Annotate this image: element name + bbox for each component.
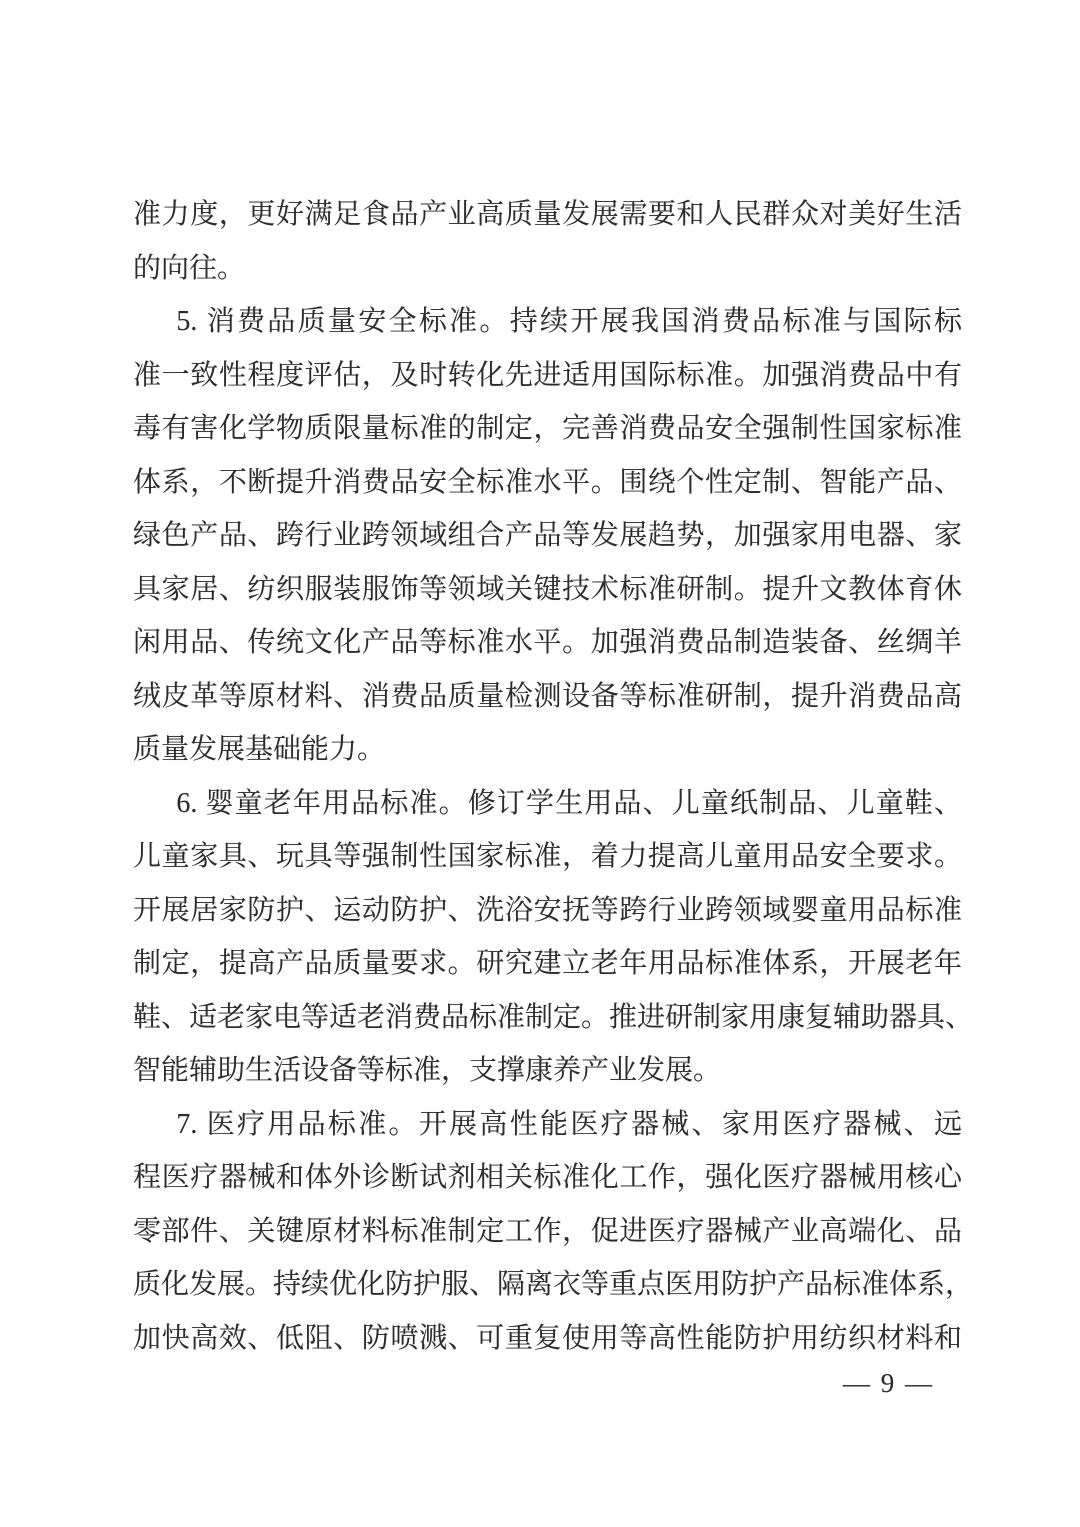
text-line: 的向往。: [133, 252, 246, 284]
text-line: 鞋、适老家电等适老消费品标准制定。推进研制家用康复辅助器具、: [133, 1001, 974, 1033]
paragraph: [133, 777, 974, 1098]
text-line: 准一致性程度评估，及时转化先进适用国际标准。加强消费品中有: [133, 359, 962, 391]
text-line: 7. 医疗用品标准。开展高性能医疗器械、家用医疗器械、远: [176, 1108, 962, 1140]
text-line: 零部件、关键原材料标准制定工作，促进医疗器械产业高端化、品: [133, 1215, 962, 1247]
text-line: 质化发展。持续优化防护服、隔离衣等重点医用防护产品标准体系，: [133, 1269, 974, 1300]
text-line: 体系，不断提升消费品安全标准水平。围绕个性定制、智能产品、: [133, 466, 962, 498]
paragraph: [133, 1098, 974, 1366]
text-line: 准力度，更好满足食品产业高质量发展需要和人民群众对美好生活: [133, 199, 962, 230]
text-line: 具家居、纺织服装服饰等领域关键技术标准研制。提升文教体育休: [133, 573, 962, 605]
text-line: 开展居家防护、运动防护、洗浴安抚等跨行业跨领域婴童用品标准: [133, 894, 962, 926]
text-line: 儿童家具、玩具等强制性国家标准，着力提高儿童用品安全要求。: [133, 841, 962, 872]
text-line: 智能辅助生活设备等标准，支撑康养产业发展。: [133, 1055, 722, 1086]
text-line: 绒皮革等原材料、消费品质量检测设备等标准研制，提升消费品高: [133, 680, 962, 712]
text-line: 程医疗器械和体外诊断试剂相关标准化工作，强化医疗器械用核心: [133, 1162, 962, 1193]
text-line: 毒有害化学物质限量标准的制定，完善消费品安全强制性国家标准: [133, 413, 962, 444]
text-line: 质量发展基础能力。: [133, 734, 386, 765]
text-line: 5. 消费品质量安全标准。持续开展我国消费品标准与国际标: [176, 306, 962, 337]
paragraph: [133, 188, 962, 295]
text-line: 6. 婴童老年用品标准。修订学生用品、儿童纸制品、儿童鞋、: [176, 787, 962, 819]
page-number: — 9 —: [843, 1368, 934, 1398]
paragraph: [133, 295, 962, 777]
text-line: 加快高效、低阻、防喷溅、可重复使用等高性能防护用纺织材料和: [133, 1322, 962, 1354]
text-block: [133, 188, 974, 1365]
text-line: 闲用品、传统文化产品等标准水平。加强消费品制造装备、丝绸羊: [133, 627, 962, 658]
text-line: 绿色产品、跨行业跨领域组合产品等发展趋势，加强家用电器、家: [133, 520, 962, 551]
text-line: 制定，提高产品质量要求。研究建立老年用品标准体系，开展老年: [133, 948, 962, 979]
